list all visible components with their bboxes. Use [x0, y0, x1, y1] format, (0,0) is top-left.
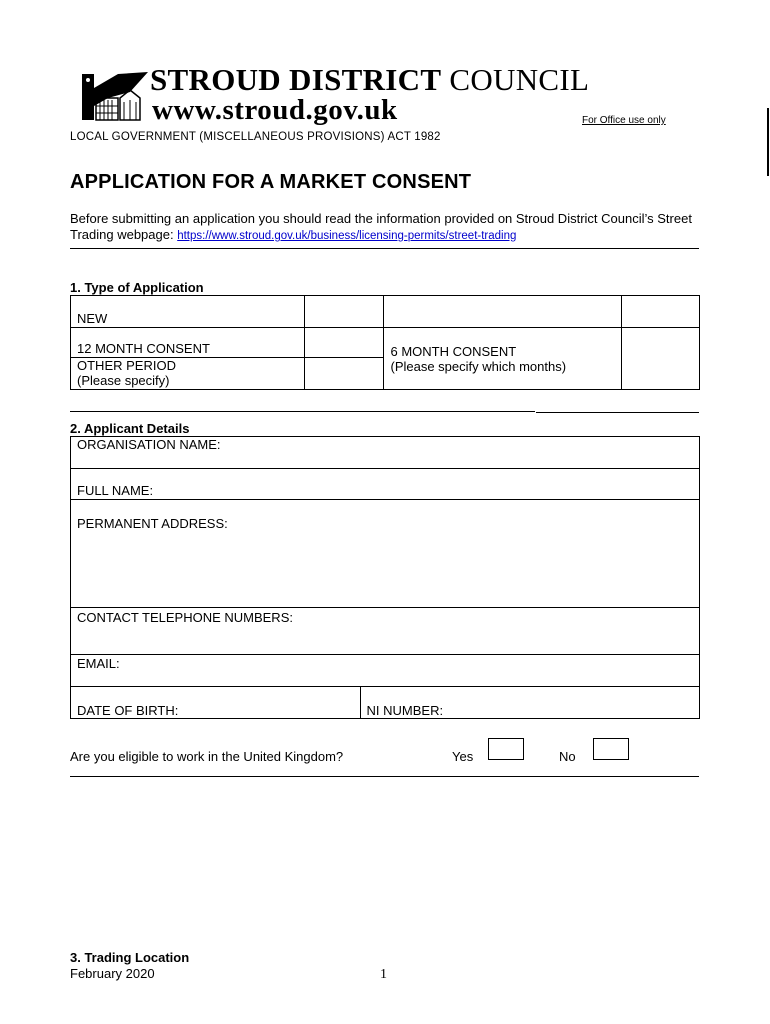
permanent-address-field[interactable] — [71, 500, 700, 608]
organisation-name-field[interactable] — [71, 437, 700, 469]
application-type-table — [70, 295, 700, 390]
section-2-heading: 2. Applicant Details — [70, 421, 190, 436]
six-month-label: 6 MONTH CONSENT — [390, 344, 517, 359]
full-name-label: FULL NAME: — [77, 483, 154, 498]
page-title: APPLICATION FOR A MARKET CONSENT — [70, 171, 472, 193]
divider — [70, 776, 699, 777]
email-field[interactable] — [71, 655, 700, 687]
full-name-field[interactable] — [71, 469, 700, 500]
telephone-label: CONTACT TELEPHONE NUMBERS: — [77, 610, 293, 625]
office-use-label: For Office use only — [582, 115, 666, 126]
date-of-birth-label: DATE OF BIRTH: — [77, 703, 179, 718]
date-of-birth-field[interactable] — [71, 687, 361, 719]
six-month-cell — [384, 328, 622, 390]
yes-label: Yes — [452, 749, 474, 764]
other-period-cell — [71, 358, 305, 390]
yes-checkbox[interactable] — [488, 738, 524, 760]
please-specify-label: (Please specify) — [77, 373, 170, 388]
other-period-checkbox-cell[interactable] — [304, 358, 384, 390]
council-website: www.stroud.gov.uk — [152, 94, 398, 126]
email-label: EMAIL: — [77, 656, 120, 671]
eligibility-question: Are you eligible to work in the United Kingdom? — [70, 749, 344, 764]
ni-number-field[interactable] — [360, 687, 699, 719]
footer-date: February 2020 — [70, 966, 155, 981]
organisation-name-label: ORGANISATION NAME: — [77, 437, 221, 452]
six-month-note: (Please specify which months) — [390, 359, 567, 374]
permanent-address-label: PERMANENT ADDRESS: — [77, 516, 228, 531]
street-trading-link[interactable]: https://www.stroud.gov.uk/business/licensing-permits/street-trading — [177, 230, 517, 242]
new-label: NEW — [77, 311, 108, 326]
divider — [70, 411, 535, 412]
divider — [70, 248, 699, 249]
section-3-heading: 3. Trading Location — [70, 950, 190, 965]
divider — [536, 412, 699, 413]
twelve-month-checkbox-cell[interactable] — [304, 328, 384, 358]
no-label: No — [559, 749, 576, 764]
ni-number-label: NI NUMBER: — [366, 703, 444, 718]
council-logo — [80, 70, 150, 122]
intro-text: Before submitting an application you should read the information provided on Stroud District Council’s Street Trading webpage: — [70, 211, 692, 242]
applicant-details-table — [70, 436, 700, 719]
telephone-field[interactable] — [71, 608, 700, 655]
intro-paragraph — [70, 211, 700, 244]
section-1-heading: 1. Type of Application — [70, 280, 204, 295]
twelve-month-cell — [71, 328, 305, 358]
blank-checkbox-cell[interactable] — [622, 296, 700, 328]
new-checkbox-cell[interactable] — [304, 296, 384, 328]
no-checkbox[interactable] — [593, 738, 629, 760]
six-month-checkbox-cell[interactable] — [622, 328, 700, 390]
council-name-rest: COUNCIL — [441, 62, 590, 97]
council-name — [150, 64, 589, 95]
other-period-label: OTHER PERIOD — [77, 358, 176, 373]
act-reference: LOCAL GOVERNMENT (MISCELLANEOUS PROVISIONS) ACT 1982 — [70, 131, 441, 143]
twelve-month-label: 12 MONTH CONSENT — [77, 341, 210, 356]
page-number: 1 — [380, 967, 387, 982]
council-name-bold: STROUD DISTRICT — [150, 62, 442, 97]
new-label-cell — [71, 296, 305, 328]
blank-cell — [384, 296, 622, 328]
